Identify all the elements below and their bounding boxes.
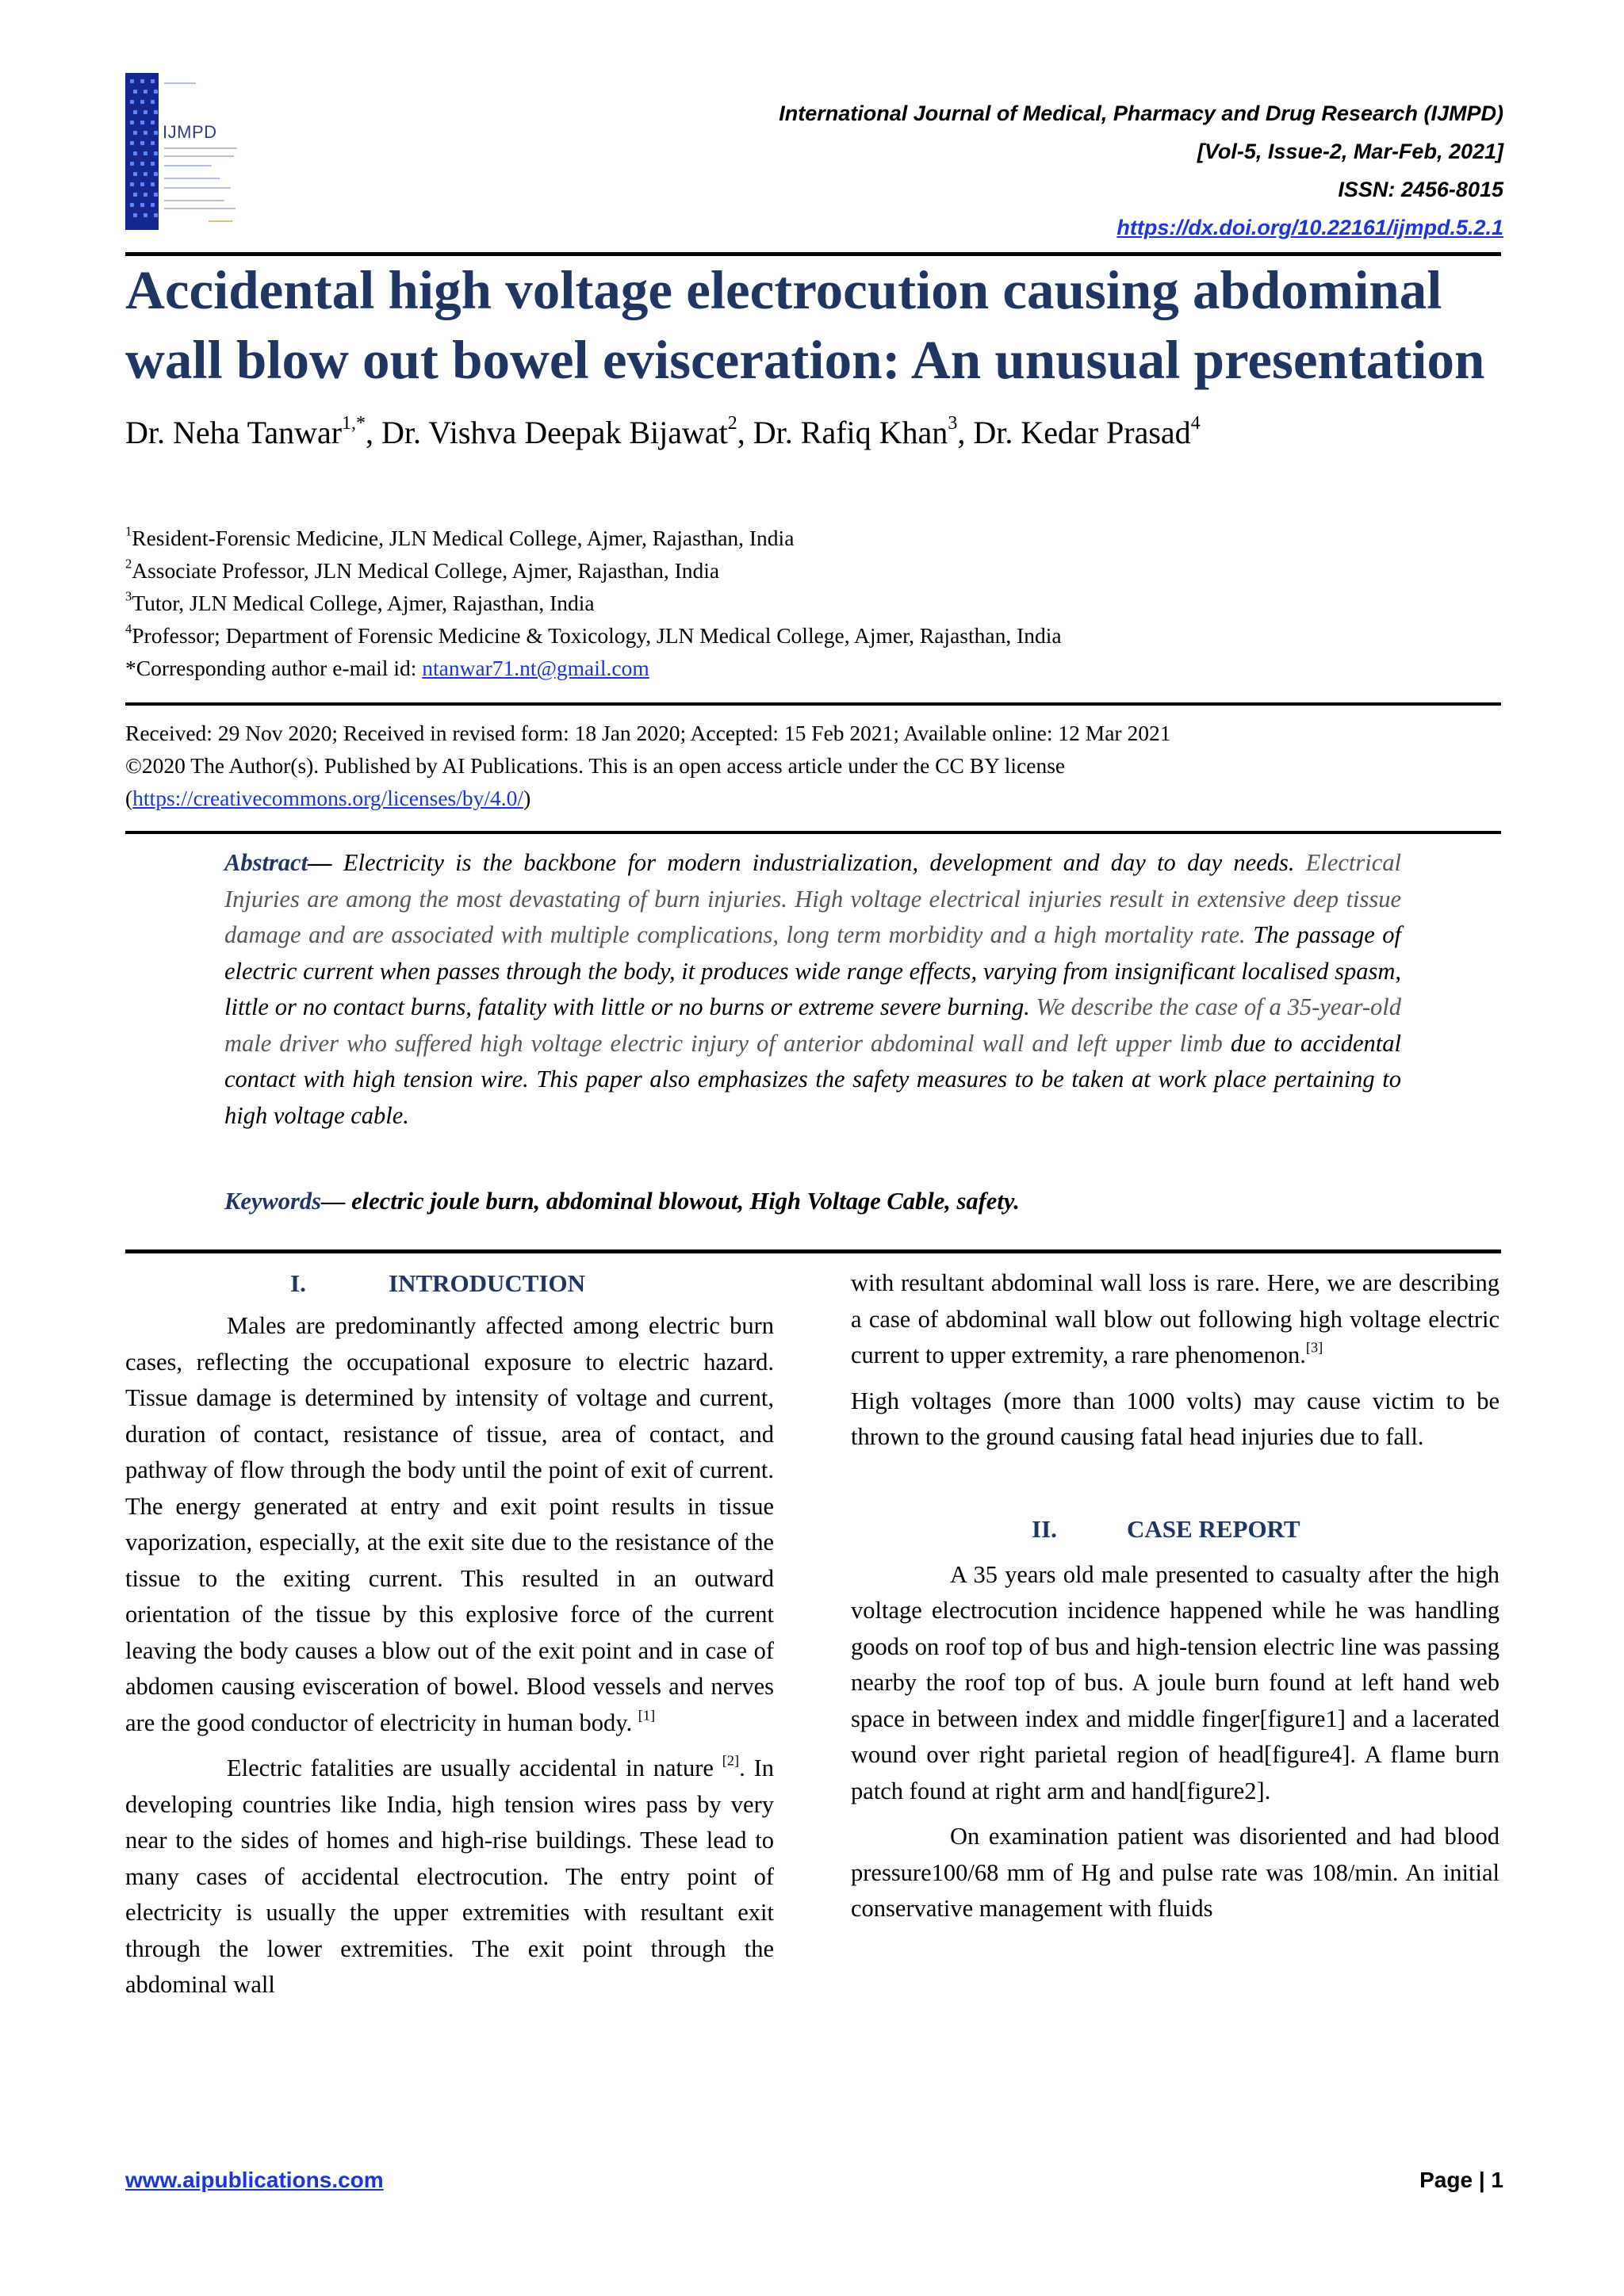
logo-pattern-dot bbox=[133, 131, 137, 135]
article-title: Accidental high voltage electrocution causing abdominal wall blow out bowel evisceration: An unusual presentation bbox=[125, 260, 1485, 390]
intro-paragraph-2: Electric fatalities are usually accidental in nature [2]. In developing countries like India, high tension wires pass by very near to the sides of homes and high-rise buildings. These lead to many cases of accidental electrocution. The entry point of electricity is usually the upper extremities with resultant exit through the lower extremities. The exit point through the abdominal wall bbox=[125, 1752, 775, 1998]
logo-pattern-dot bbox=[151, 100, 155, 104]
logo-pattern-dot bbox=[151, 121, 155, 124]
doi-link[interactable]: https://dx.doi.org/10.22161/ijmpd.5.2.1 bbox=[1116, 216, 1503, 239]
logo-pattern-dot bbox=[130, 162, 134, 166]
logo-pattern-dot bbox=[144, 193, 147, 197]
abstract-rule bbox=[125, 1249, 1501, 1253]
logo-pattern-dot bbox=[130, 79, 134, 83]
logo-pattern-dot bbox=[151, 141, 155, 145]
logo-pattern-dot bbox=[133, 110, 137, 114]
corresponding-author: *Corresponding author e-mail id: ntanwar71.nt@gmail.com bbox=[125, 656, 649, 680]
keywords: Keywords— electric joule burn, abdominal blowout, High Voltage Cable, safety. bbox=[224, 1188, 1020, 1215]
journal-logo-panel bbox=[161, 73, 240, 230]
logo-pattern-dot bbox=[151, 203, 155, 207]
author-affiliation-mark: 3 bbox=[948, 413, 958, 434]
logo-pattern-dot bbox=[154, 213, 158, 217]
logo-pattern-dot bbox=[140, 141, 144, 145]
logo-pattern-dot bbox=[130, 100, 134, 104]
case-paragraph-1: A 35 years old male presented to casualty after the high voltage electrocution incidence happened while he was handling goods on roof top of bus and high-tension electric line was passing nearby the roof top of bus. A joule burn found at left hand web space in between index and middle finger[figure1] and a lacerated wound over right parietal region of head[figure4]. A flame burn patch found at right arm and hand[figure2]. bbox=[851, 1560, 1500, 1804]
logo-pattern-dot bbox=[154, 193, 158, 197]
logo-pattern-dot bbox=[133, 90, 137, 94]
logo-pattern-dot bbox=[140, 100, 144, 104]
affiliation-2: $^2$Associate Professor, JLN Medical College, Ajmer, Rajasthan, India bbox=[125, 556, 720, 583]
author-name: Dr. Neha Tanwar bbox=[125, 415, 343, 450]
logo-pattern-dot bbox=[144, 131, 147, 135]
license-url-line: (https://creativecommons.org/licenses/by/4.0/) bbox=[125, 786, 531, 810]
left-column bbox=[125, 1265, 774, 2003]
section-heading-introduction: I. INTRODUCTION bbox=[290, 1269, 586, 1297]
author-affiliation-mark: 1,* bbox=[342, 413, 366, 434]
logo-pattern-dot bbox=[140, 79, 144, 83]
author-name: Dr. Vishva Deepak Bijawat bbox=[381, 415, 728, 450]
high-voltage-paragraph: High voltages (more than 1000 volts) may cause victim to be thrown to the ground causing fatal head injuries due to fall. bbox=[851, 1387, 1500, 1450]
journal-cover-logo bbox=[125, 73, 159, 230]
logo-pattern-dot bbox=[151, 79, 155, 83]
logo-pattern-dot bbox=[154, 131, 158, 135]
license-statement: ©2020 The Author(s). Published by AI Publications. This is an open access article under the CC BY license bbox=[125, 753, 1066, 778]
affiliation-3: $^3$Tutor, JLN Medical College, Ajmer, Rajasthan, India bbox=[125, 588, 595, 615]
logo-pattern-dot bbox=[154, 172, 158, 176]
logo-pattern-dot bbox=[144, 213, 147, 217]
page-number: Page | 1 bbox=[1419, 2168, 1503, 2192]
corresponding-email-link[interactable]: ntanwar71.nt@gmail.com bbox=[422, 656, 649, 680]
author-name: Dr. Kedar Prasad bbox=[973, 415, 1191, 450]
author-list: Dr. Neha Tanwar$^{1,*}$, Dr. Vishva Deepak Bijawat$^2$, Dr. Rafiq Khan$^3$, Dr. Kedar Prasad$^4$ bbox=[125, 413, 1201, 450]
logo-pattern-dot bbox=[154, 110, 158, 114]
journal-name: International Journal of Medical, Pharmacy and Drug Research (IJMPD) bbox=[779, 101, 1503, 125]
logo-pattern-dot bbox=[144, 90, 147, 94]
logo-pattern-dot bbox=[140, 162, 144, 166]
logo-pattern-dot bbox=[154, 90, 158, 94]
journal-issn: ISSN: 2456-8015 bbox=[1338, 178, 1503, 201]
logo-pattern-dot bbox=[144, 151, 147, 155]
right-column bbox=[851, 1265, 1500, 1927]
abstract-label: Abstract bbox=[224, 849, 308, 876]
continued-paragraph: with resultant abdominal wall loss is rare. Here, we are describing a case of abdominal wall blow out following high voltage electric current to upper extremity, a rare phenomenon.[3] bbox=[851, 1269, 1500, 1368]
logo-pattern-dot bbox=[130, 182, 134, 186]
logo-pattern-dot bbox=[144, 172, 147, 176]
logo-pattern-dot bbox=[133, 172, 137, 176]
author-affiliation-mark: 4 bbox=[1190, 413, 1201, 434]
logo-pattern-dot bbox=[133, 193, 137, 197]
logo-pattern-dot bbox=[133, 151, 137, 155]
author-name: Dr. Rafiq Khan bbox=[753, 415, 948, 450]
author-affiliation-mark: 2 bbox=[727, 413, 737, 434]
affiliation-1: $^1$Resident-Forensic Medicine, JLN Medical College, Ajmer, Rajasthan, India bbox=[125, 523, 795, 550]
logo-pattern-dot bbox=[140, 121, 144, 124]
logo-pattern-dot bbox=[140, 203, 144, 207]
meta-rule bbox=[125, 831, 1501, 834]
logo-pattern-dot bbox=[130, 141, 134, 145]
abstract: Abstract— Electricity is the backbone for modern industrialization, development and day to day needs. Electrical Injuries are among the most devastating of burn injuries. High voltage electrical injuries result in extensive deep tissue damage and are associated with multiple complications, long term morbidity and a high mortality rate. The passage of electric current when passes through the body, it produces wide range effects, varying from insignificant localised spasm, little or no contact burns, fatality with little or no burns or extreme severe burning. We describe the case of a 35-year-old male driver who suffered high voltage electric injury of anterior abdominal wall and left upper limb due to accidental contact with high tension wire. This paper also emphasizes the safety measures to be taken at work place pertaining to high voltage cable. bbox=[224, 849, 1402, 1129]
logo-pattern-dot bbox=[133, 213, 137, 217]
affiliation-4: $^4$Professor; Department of Forensic Medicine & Toxicology, JLN Medical College, Ajmer, Rajasthan, India bbox=[125, 621, 1062, 648]
logo-pattern-dot bbox=[151, 182, 155, 186]
logo-pattern-dot bbox=[140, 182, 144, 186]
footer-website-link[interactable]: www.aipublications.com bbox=[125, 2168, 384, 2192]
section-heading-case-report: II. CASE REPORT bbox=[1032, 1514, 1300, 1543]
logo-pattern-dot bbox=[130, 121, 134, 124]
journal-logo-brand: IJMPD bbox=[163, 122, 217, 142]
logo-pattern-dot bbox=[154, 151, 158, 155]
logo-pattern-dot bbox=[151, 162, 155, 166]
license-link[interactable]: https://creativecommons.org/licenses/by/4.0/ bbox=[132, 786, 524, 810]
case-paragraph-2: On examination patient was disoriented and had blood pressure100/68 mm of Hg and pulse rate was 108/min. An initial conservative management with fluids bbox=[851, 1823, 1500, 1922]
article-dates: Received: 29 Nov 2020; Received in revised form: 18 Jan 2020; Accepted: 15 Feb 2021; Available online: 12 Mar 2021 bbox=[125, 721, 1171, 745]
journal-volume: [Vol-5, Issue-2, Mar-Feb, 2021] bbox=[1197, 140, 1503, 163]
logo-pattern-dot bbox=[130, 203, 134, 207]
affiliation-rule bbox=[125, 702, 1501, 706]
keywords-label: Keywords bbox=[224, 1188, 321, 1215]
intro-paragraph-1: Males are predominantly affected among electric burn cases, reflecting the occupational exposure to electric hazard. Tissue damage is determined by intensity of voltage and current, duration of contact, resistance of tissue, area of contact, and pathway of flow through the body until the point of exit of current. The energy generated at entry and exit point results in tissue vaporization, especially, at the exit site due to the resistance of the tissue to the exiting current. This resulted in an outward orientation of the tissue by this explosive force of the current leaving the body causes a blow out of the exit point and in case of abdomen causing evisceration of bowel. Blood vessels and nerves are the good conductor of electricity in human body. [1] bbox=[125, 1312, 774, 1736]
logo-pattern-dot bbox=[144, 110, 147, 114]
